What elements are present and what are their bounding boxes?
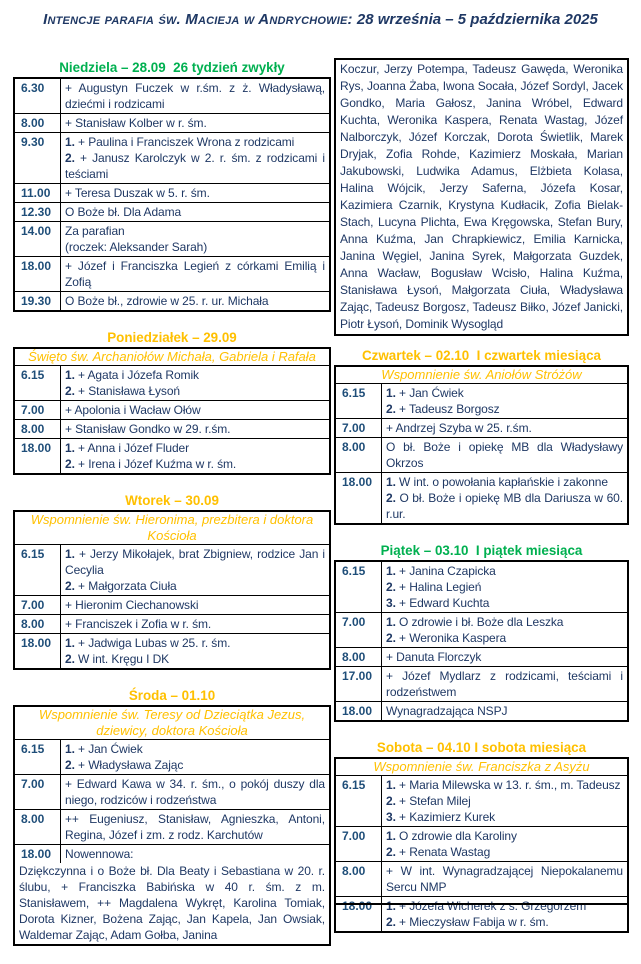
mass-time: 18.00	[336, 473, 382, 523]
intention-line: O Boże bł., zdrowie w 25. r. ur. Michała	[65, 294, 269, 308]
mass-intention	[61, 222, 329, 256]
mass-intention	[382, 562, 627, 612]
mass-row	[336, 437, 627, 472]
intention-line: 2. + Władysława Zając	[65, 758, 184, 772]
mass-time: 8.00	[336, 862, 382, 896]
mass-row	[15, 202, 329, 221]
intention-line: + Józef i Franciszka Legień z córkami Emilią i Zofią	[65, 259, 325, 289]
mass-intention	[382, 384, 627, 418]
intention-line: 1. + Janina Czapicka	[386, 564, 496, 578]
section-thursday	[334, 348, 629, 525]
intention-line: 1. + Maria Milewska w 13. r. śm., m. Tadeusz	[386, 778, 621, 792]
intention-line: 1. + Jadwiga Lubas w 25. r. śm.	[65, 636, 231, 650]
section-friday	[334, 543, 629, 722]
mass-time: 18.00	[15, 634, 61, 668]
mass-row	[15, 809, 329, 844]
mass-time: 6.15	[336, 384, 382, 418]
mass-time: 18.00	[336, 702, 382, 720]
day-header-monday: Poniedziałek – 29.09	[107, 330, 237, 345]
mass-intention	[61, 203, 329, 221]
mass-intention	[61, 740, 329, 774]
mass-row	[15, 183, 329, 202]
mass-intention	[382, 613, 627, 647]
mass-intention	[61, 401, 329, 419]
intention-line: + Danuta Florczyk	[386, 650, 482, 664]
intention-line: 1. O zdrowie dla Karoliny	[386, 829, 517, 843]
mass-intention	[61, 439, 329, 473]
mass-row	[336, 562, 627, 612]
intention-line: 1. + Józefa Wicherek z s. Grzegorzem	[386, 899, 587, 913]
intention-line: + Teresa Duszak w 5. r. śm.	[65, 186, 210, 200]
mass-table-thursday	[334, 365, 629, 525]
mass-time: 9.30	[15, 133, 61, 183]
intention-line: 2. + Tadeusz Borgosz	[386, 402, 500, 416]
mass-time: 7.00	[15, 775, 61, 809]
mass-time: 7.00	[336, 419, 382, 437]
mass-time: 6.15	[336, 776, 382, 826]
mass-table-sunday	[13, 77, 331, 312]
mass-time: 7.00	[336, 827, 382, 861]
mass-row	[336, 647, 627, 666]
mass-row	[15, 774, 329, 809]
mass-row	[336, 418, 627, 437]
intention-line: 2. + Halina Legień	[386, 580, 482, 594]
mass-time: 6.15	[15, 366, 61, 400]
left-column	[13, 60, 331, 964]
mass-intention	[61, 420, 329, 438]
intention-line: 1. + Agata i Józefa Romik	[65, 368, 199, 382]
intention-line: 2. O bł. Boże i opiekę MB dla Dariusza w 60. r.ur.	[386, 491, 623, 521]
mass-intention	[61, 366, 329, 400]
intention-line: + Józef Mydlarz z rodzicami, teściami i rodzeństwem	[386, 669, 623, 699]
feast-subtitle-tuesday: Wspomnienie św. Hieronima, prezbitera i doktora Kościoła	[30, 512, 314, 543]
feast-subtitle-monday: Święto św. Archaniołów Michała, Gabriela i Rafała	[28, 349, 316, 364]
intention-line: + Apolonia i Wacław Ołów	[65, 403, 201, 417]
mass-row	[336, 861, 627, 896]
mass-time: 6.15	[336, 562, 382, 612]
mass-intention	[61, 810, 329, 844]
intention-line: 2. + Stanisława Łysoń	[65, 384, 180, 398]
mass-time: 12.30	[15, 203, 61, 221]
mass-row	[15, 79, 329, 113]
mass-row	[336, 826, 627, 861]
intention-line: Za parafian	[65, 224, 125, 238]
mass-row	[15, 544, 329, 595]
mass-time: 8.00	[336, 648, 382, 666]
mass-row	[15, 739, 329, 774]
mass-row	[15, 221, 329, 256]
mass-time: 8.00	[15, 615, 61, 633]
mass-row	[15, 844, 329, 863]
mass-table-friday	[334, 560, 629, 722]
intention-line: 1. W int. o powołania kapłańskie i zakonne	[386, 475, 608, 489]
day-header-saturday: Sobota – 04.10 I sobota miesiąca	[376, 740, 587, 755]
mass-time: 18.00	[15, 845, 61, 863]
mass-row	[15, 132, 329, 183]
intention-line: (roczek: Aleksander Sarah)	[65, 240, 208, 254]
intention-line: + Franciszek i Zofia w r. śm.	[65, 617, 212, 631]
mass-row	[15, 365, 329, 400]
intention-line: 2. + Janusz Karolczyk w 2. r. śm. z rodzicami i teściami	[65, 151, 325, 181]
intention-line: 1. O zdrowie i bł. Boże dla Leszka	[386, 615, 564, 629]
mass-row	[15, 291, 329, 310]
mass-row	[336, 472, 627, 523]
mass-row	[336, 383, 627, 418]
mass-intention	[382, 862, 627, 896]
intention-line: 2. + Renata Wastag	[386, 845, 491, 859]
intention-line: + Hieronim Ciechanowski	[65, 598, 199, 612]
mass-row	[15, 595, 329, 614]
mass-time: 8.00	[336, 438, 382, 472]
intention-line: + Stanisław Kolber w r. śm.	[65, 116, 207, 130]
mass-time: 6.15	[15, 545, 61, 595]
day-header-wednesday: Środa – 01.10	[128, 688, 216, 703]
mass-time: 17.00	[336, 667, 382, 701]
day-header-friday: Piątek – 03.10 I piątek miesiąca	[380, 543, 583, 558]
mass-intention	[382, 419, 627, 437]
mass-row	[15, 400, 329, 419]
feast-subtitle-saturday: Wspomnienie św. Franciszka z Asyżu	[373, 759, 590, 774]
mass-intention	[382, 776, 627, 826]
intention-line: 2. + Małgorzata Ciuła	[65, 579, 177, 593]
section-wednesday	[13, 688, 331, 946]
mass-intention	[61, 775, 329, 809]
mass-intention	[61, 634, 329, 668]
intention-line: 2. + Mieczysław Fabija w r. śm.	[386, 915, 549, 929]
mass-intention	[382, 827, 627, 861]
mass-intention	[61, 257, 329, 291]
intention-line: ++ Eugeniusz, Stanisław, Agnieszka, Antoni, Regina, Józef i zm. z rodz. Karchutów	[65, 812, 325, 842]
mass-intention	[61, 845, 329, 863]
mass-intention	[382, 438, 627, 472]
mass-table-wednesday	[13, 705, 331, 946]
section-monday	[13, 330, 331, 475]
document-title-daterange: 28 września – 5 października 2025	[356, 11, 598, 28]
day-header-sunday: Niedziela – 28.09 26 tydzień zwykły	[59, 60, 285, 75]
intention-line: 1. + Paulina i Franciszek Wrona z rodzicami	[65, 135, 295, 149]
intention-line: + W int. Wynagradzającej Niepokalanemu Sercu NMP	[386, 864, 623, 894]
mass-row	[336, 775, 627, 826]
mass-time: 18.00	[15, 257, 61, 291]
intention-line: 1. + Jerzy Mikołajek, brat Zbigniew, rodzice Jan i Cecylia	[65, 547, 325, 577]
mass-intention	[382, 648, 627, 666]
feast-subtitle-thursday: Wspomnienie św. Aniołów Stróżów	[381, 367, 582, 382]
mass-intention	[382, 702, 627, 720]
day-header-thursday: Czwartek – 02.10 I czwartek miesiąca	[362, 348, 601, 363]
novena-names-continuation-box: Koczur, Jerzy Potempa, Tadeusz Gawęda, Weronika Rys, Joanna Żaba, Iwona Socała, Józef Sordyl, Jacek Gondko, Maria Gałosz, Janina Wróbel, Edward Kuchta, Weronika Kaspera, Renata Wastag, Józef Nalborczyk, Józef Korczak, Dorota Świetlik, Marek Dryjak, Zofia Rohde, Kazimierz Moskała, Marian Jakubowski, Ludwika Adamus, Elżbieta Kolasa, Halina Wójcik, Jerzy Saferna, Józefa Kosar, Kazimiera Czarnik, Krystyna Kudłacik, Zofia Bielak-Stach, Lucyna Plichta, Ewa Kręgowska, Stefan Bury, Anna Kuźma, Jan Chrapkiewicz, Emilia Karnicka, Janina Węgiel, Janina Syrek, Małgorzata Guzdek, Anna Wacław, Bogusław Wcisło, Halina Kuźma, Stanisława Łysoń, Małgorzata Ciuła, Władysława Zając, Tadeusz Borgosz, Tadeusz Biłko, Józef Janicki, Piotr Łysoń, Dominik Wysogląd	[334, 58, 629, 336]
feast-subtitle-wednesday: Wspomnienie św. Teresy od Dzieciątka Jezus, dziewicy, doktora Kościoła	[38, 707, 306, 738]
intention-line: + Stanisław Gondko w 29. r.śm.	[65, 422, 231, 436]
mass-intention	[61, 596, 329, 614]
mass-row	[15, 438, 329, 473]
intention-line: + Augustyn Fuczek w r.śm. z ż. Władysławą, dziećmi i rodzicami	[65, 81, 325, 111]
document-title	[0, 11, 641, 28]
mass-time: 18.00	[15, 439, 61, 473]
right-column	[334, 58, 629, 951]
intention-line: 1. + Anna i Józef Fluder	[65, 441, 190, 455]
mass-time: 18.00	[336, 897, 382, 931]
mass-time: 7.00	[15, 596, 61, 614]
mass-time: 19.30	[15, 292, 61, 310]
mass-time: 11.00	[15, 184, 61, 202]
mass-intention	[61, 292, 329, 310]
mass-intention	[61, 79, 329, 113]
intention-line: Wynagradzająca NSPJ	[386, 704, 508, 718]
mass-row	[15, 113, 329, 132]
mass-row	[15, 614, 329, 633]
mass-time: 8.00	[15, 114, 61, 132]
mass-row	[15, 256, 329, 291]
mass-intention	[61, 184, 329, 202]
day-header-tuesday: Wtorek – 30.09	[125, 493, 219, 508]
mass-time: 8.00	[15, 810, 61, 844]
mass-time: 6.30	[15, 79, 61, 113]
intention-line: 2. + Stefan Milej	[386, 794, 471, 808]
mass-table-tuesday	[13, 510, 331, 670]
intention-line: + Edward Kawa w 34. r. śm., o pokój duszy dla niego, rodziców i rodzeństwa	[65, 777, 325, 807]
intention-line: Nowennowa:	[65, 847, 134, 861]
mass-row	[336, 666, 627, 701]
section-tuesday	[13, 493, 331, 670]
intention-line: 2. + Weronika Kaspera	[386, 631, 507, 645]
intention-line: 2. W int. Kręgu I DK	[65, 652, 170, 666]
intention-line: 1. + Jan Ćwiek	[386, 386, 464, 400]
intention-line: O Boże bł. Dla Adama	[65, 205, 182, 219]
mass-time: 8.00	[15, 420, 61, 438]
mass-time: 7.00	[336, 613, 382, 647]
mass-intention	[61, 615, 329, 633]
mass-row	[15, 419, 329, 438]
intention-line: 1. + Jan Ćwiek	[65, 742, 143, 756]
intention-line: 3. + Edward Kuchta	[386, 596, 490, 610]
mass-row	[336, 612, 627, 647]
mass-row	[15, 633, 329, 668]
mass-intention	[382, 473, 627, 523]
intention-line: + Andrzej Szyba w 25. r.śm.	[386, 421, 532, 435]
mass-intention	[382, 667, 627, 701]
mass-intention	[61, 114, 329, 132]
document-title-parish: Intencje parafia św. Macieja w Andrychowie:	[43, 11, 353, 28]
mass-table-monday	[13, 347, 331, 475]
mass-intention	[61, 545, 329, 595]
novena-intentions-text: Dziękczynna i o Boże bł. Dla Beaty i Sebastiana w 20. r. ślubu, + Franciszka Babińska w 40 r. śm. z m. Stanisławem, ++ Magdalena Wykręt, Karolina Tomiak, Dorota Kizner, Bożena Zając, Jan Kapela, Jan Owsiak, Waldemar Zając, Adam Gołba, Janina	[19, 864, 325, 942]
mass-time: 7.00	[15, 401, 61, 419]
section-sunday	[13, 60, 331, 312]
mass-row	[336, 701, 627, 720]
mass-time: 14.00	[15, 222, 61, 256]
mass-intention	[61, 133, 329, 183]
mass-time: 6.15	[15, 740, 61, 774]
intention-line: 2. + Irena i Józef Kuźma w r. śm.	[65, 457, 237, 471]
intention-line: 3. + Kazimierz Kurek	[386, 810, 496, 824]
intention-line: O bł. Boże i opiekę MB dla Władysławy Okrzos	[386, 440, 623, 470]
next-page-table-edge	[334, 903, 629, 920]
